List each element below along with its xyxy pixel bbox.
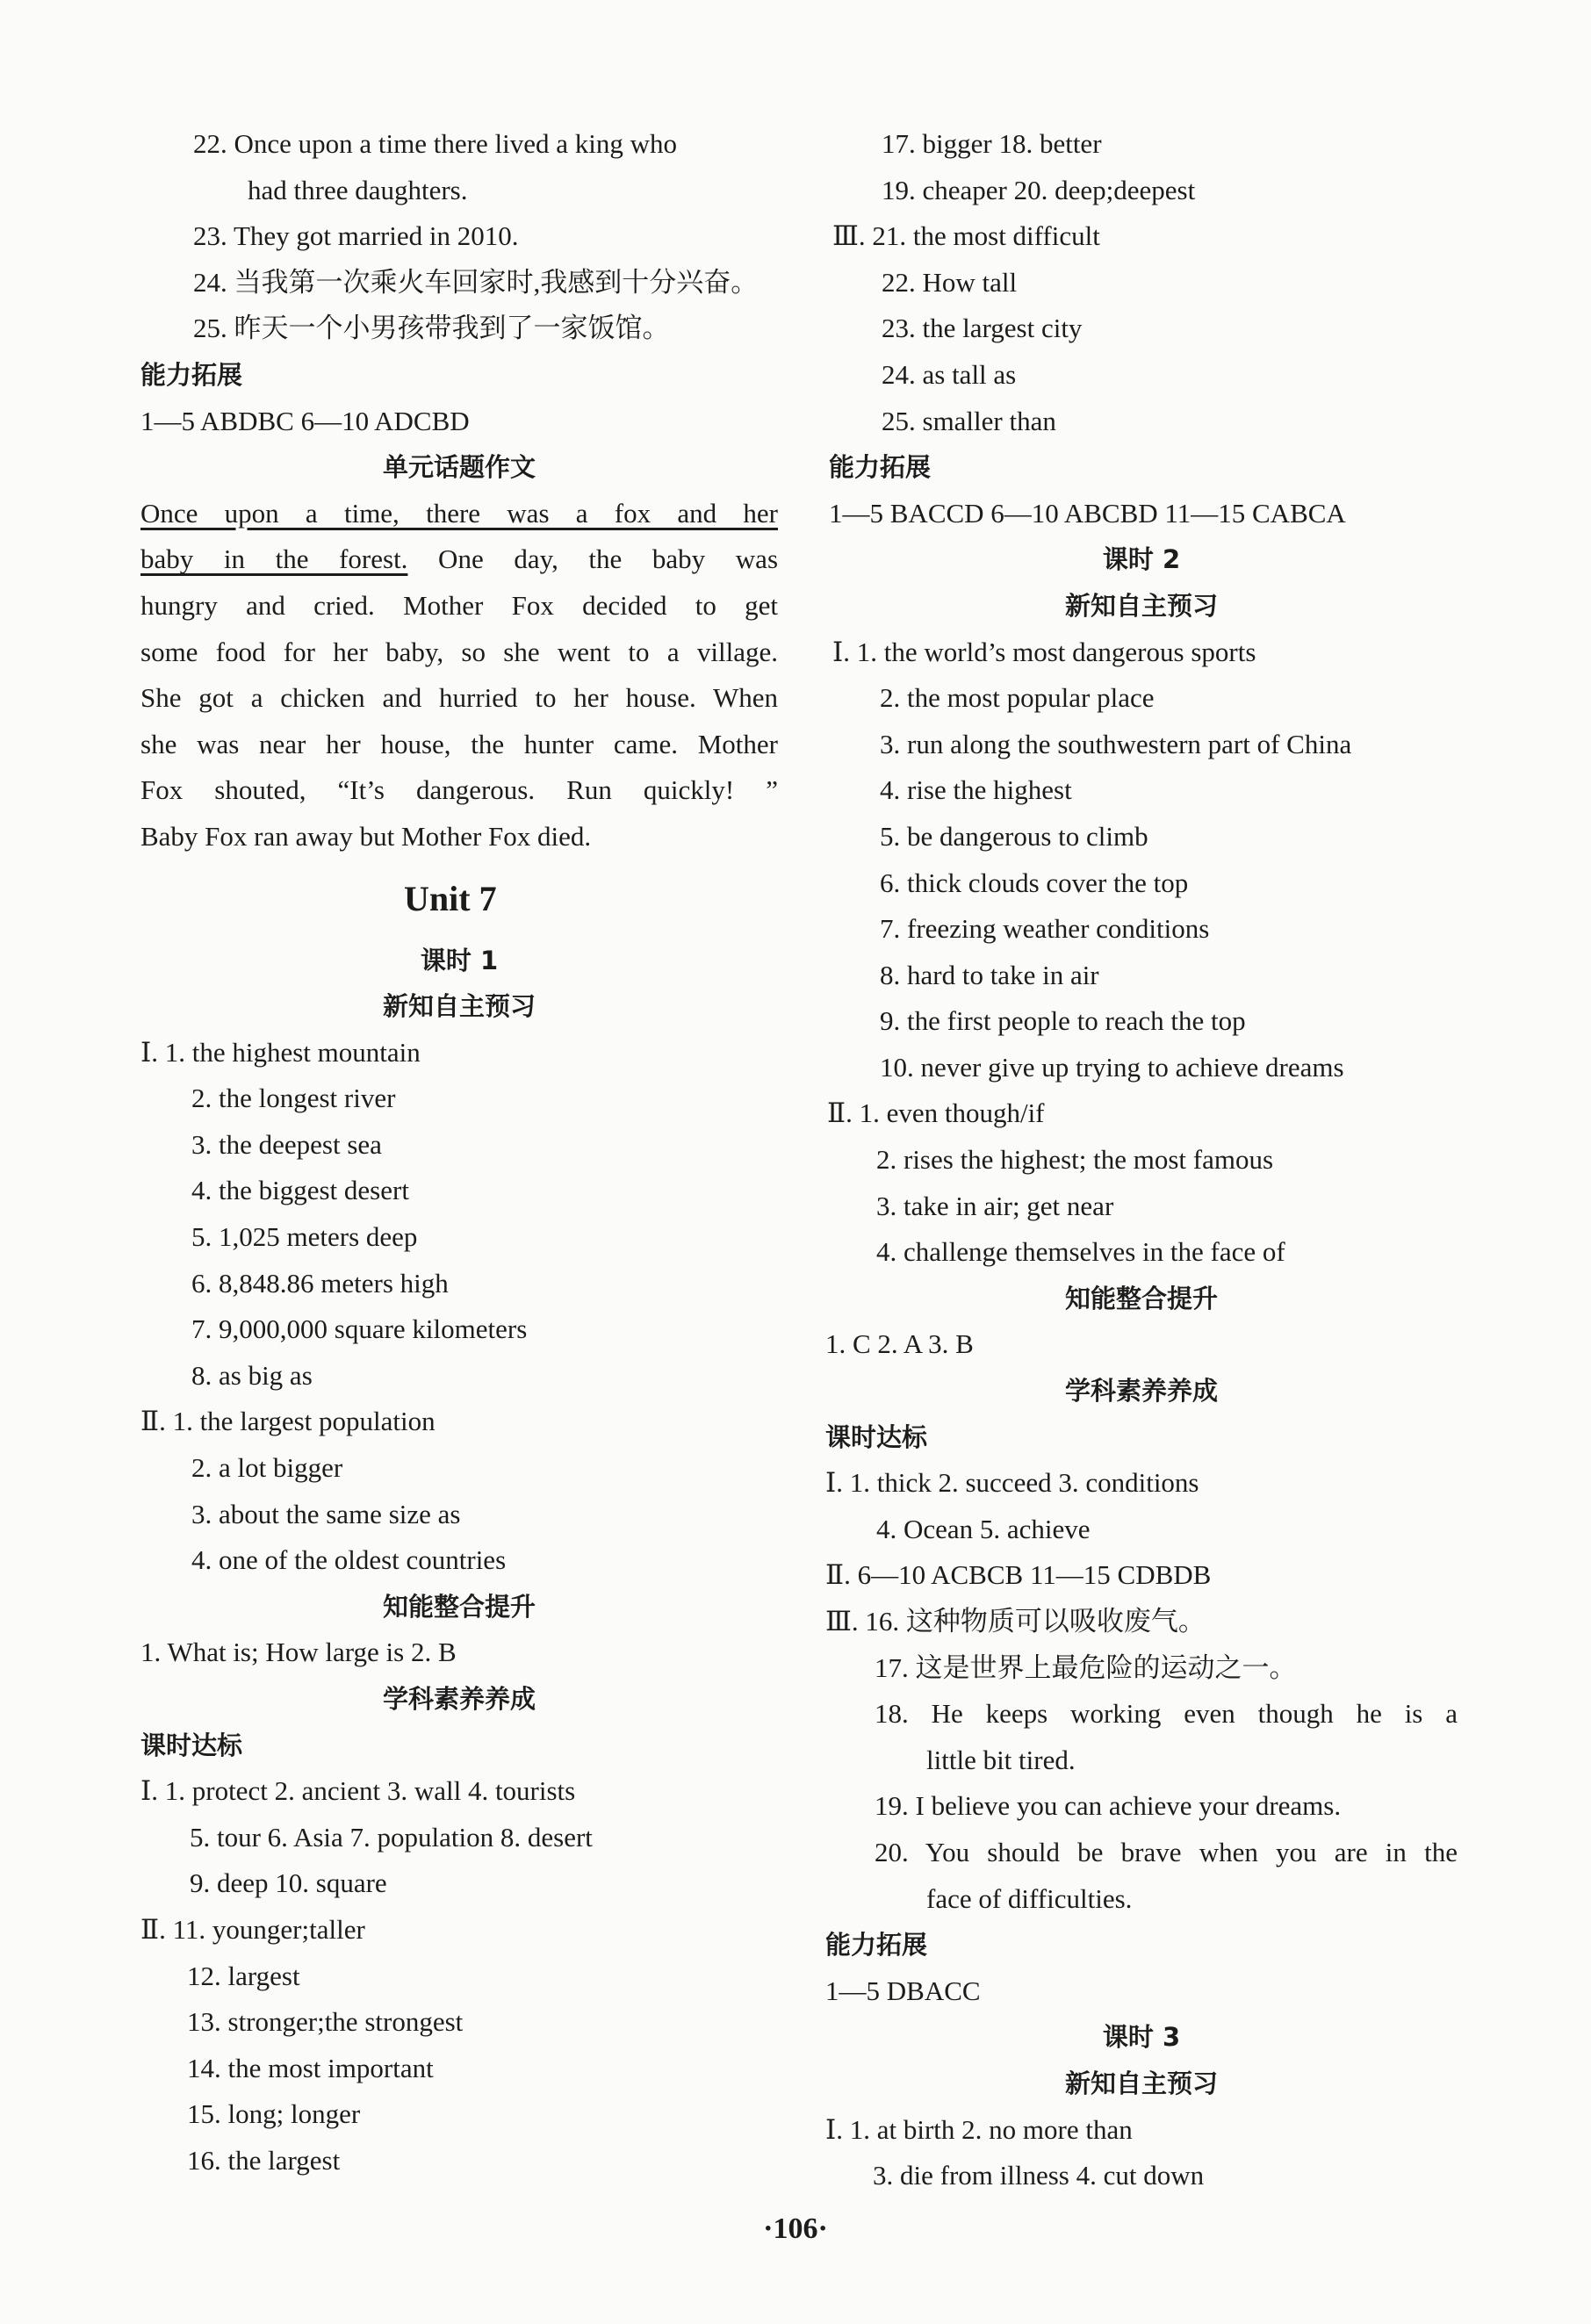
answer-line: 5. tour 6. Asia 7. population 8. desert: [190, 1821, 593, 1853]
answer-line: Ⅰ. 1. thick 2. succeed 3. conditions: [825, 1467, 1199, 1499]
answer-line: Ⅲ. 21. the most difficult: [832, 220, 1100, 252]
answer-line: 25. 昨天一个小男孩带我到了一家饭馆。: [193, 313, 670, 344]
section-heading: 课时达标: [825, 1421, 928, 1452]
text-line: Baby Fox ran away but Mother Fox died.: [140, 820, 592, 852]
answer-line: 5. 1,025 meters deep: [191, 1221, 418, 1253]
answer-line: 14. the most important: [187, 2052, 434, 2083]
answer-line: had three daughters.: [248, 174, 468, 205]
text-line: baby in the forest. One day, the baby was: [140, 543, 779, 575]
text-line: hungry and cried. Mother Fox decided to get: [140, 589, 778, 621]
answer-line: Ⅰ. 1. protect 2. ancient 3. wall 4. tourists: [140, 1775, 576, 1807]
answer-line: 19. I believe you can achieve your dreams.: [875, 1790, 1342, 1822]
answer-line: 4. one of the oldest countries: [191, 1544, 507, 1576]
answer-line: 3. take in air; get near: [876, 1190, 1114, 1221]
answer-line: 17. bigger 18. better: [882, 128, 1102, 159]
answer-line: 2. a lot bigger: [191, 1452, 343, 1484]
answer-line: 7. 9,000,000 square kilometers: [191, 1313, 528, 1345]
answer-line: 12. largest: [187, 1960, 300, 1991]
section-heading: 能力拓展: [829, 452, 932, 483]
answer-line: 22. Once upon a time there lived a king who: [193, 128, 677, 159]
answer-line: 5. be dangerous to climb: [880, 820, 1148, 852]
answer-line: Ⅲ. 16. 这种物质可以吸收废气。: [825, 1606, 1206, 1637]
answer-line: 13. stronger;the strongest: [187, 2006, 464, 2038]
answer-line: 3. about the same size as: [191, 1498, 461, 1529]
text-line: some food for her baby, so she went to a village.: [140, 636, 778, 667]
section-heading: 课时达标: [140, 1730, 243, 1760]
answer-line: 7. freezing weather conditions: [880, 913, 1210, 945]
answer-line: 4. the biggest desert: [191, 1175, 409, 1206]
answer-line: Ⅱ. 1. even though/if: [827, 1097, 1045, 1129]
answer-line: 1. C 2. A 3. B: [825, 1328, 974, 1360]
answer-line: face of difficulties.: [926, 1882, 1133, 1914]
section-heading: 新知自主预习: [382, 991, 536, 1022]
answer-line: 4. challenge themselves in the face of: [876, 1236, 1285, 1268]
answer-line: 24. 当我第一次乘火车回家时,我感到十分兴奋。: [193, 266, 759, 298]
section-heading: 单元话题作文: [382, 452, 536, 483]
right-column: [825, 121, 1458, 2199]
answer-line: 3. the deepest sea: [191, 1128, 382, 1160]
answer-line: 3. die from illness 4. cut down: [873, 2160, 1205, 2191]
answer-line: little bit tired.: [926, 1744, 1076, 1775]
answer-line: 19. cheaper 20. deep;deepest: [882, 174, 1196, 205]
answer-line: 17. 这是世界上最危险的运动之一。: [875, 1651, 1297, 1683]
text-line: 18. He keeps working even though he is a: [875, 1698, 1458, 1730]
answer-line: 4. rise the highest: [880, 774, 1072, 806]
section-heading: 知能整合提升: [382, 1591, 536, 1622]
section-heading: 学科素养养成: [382, 1684, 536, 1714]
section-heading: 知能整合提升: [1064, 1283, 1218, 1313]
answer-line: Ⅱ. 11. younger;taller: [140, 1913, 365, 1945]
section-heading: 课时 1: [420, 945, 499, 975]
answer-line: 8. as big as: [191, 1359, 313, 1391]
answer-line: 16. the largest: [187, 2144, 341, 2176]
text-line: 20. You should be brave when you are in the: [875, 1836, 1458, 1867]
answer-line: 23. the largest city: [882, 313, 1083, 344]
answer-line: 10. never give up trying to achieve dreams: [880, 1051, 1344, 1083]
answer-line: 25. smaller than: [882, 405, 1056, 436]
text-line: Once upon a time, there was a fox and her: [140, 497, 778, 529]
section-heading: 学科素养养成: [1064, 1376, 1218, 1407]
answer-line: Ⅱ. 1. the largest population: [140, 1406, 436, 1437]
answer-line: 2. the most popular place: [880, 682, 1155, 714]
text-line: She got a chicken and hurried to her house. When: [140, 682, 778, 714]
answer-line: Ⅰ. 1. at birth 2. no more than: [825, 2113, 1133, 2145]
answer-line: 8. hard to take in air: [880, 959, 1099, 990]
section-heading: 能力拓展: [140, 359, 243, 390]
answer-line: 1. What is; How large is 2. B: [140, 1637, 457, 1668]
answer-line: Ⅱ. 6—10 ACBCB 11—15 CDBDB: [825, 1559, 1212, 1591]
answer-line: Ⅰ. 1. the world’s most dangerous sports: [832, 636, 1256, 667]
answer-line: 1—5 BACCD 6—10 ABCBD 11—15 CABCA: [829, 497, 1346, 529]
section-heading: 课时 2: [1102, 544, 1181, 575]
page-number: ·106·: [763, 2212, 828, 2245]
answer-line: 1—5 ABDBC 6—10 ADCBD: [140, 405, 470, 436]
section-heading: 新知自主预习: [1064, 2068, 1218, 2098]
answer-line: 1—5 DBACC: [825, 1975, 981, 2006]
unit-title: Unit 7: [404, 878, 497, 918]
answer-line: 4. Ocean 5. achieve: [876, 1513, 1091, 1544]
answer-line: 15. long; longer: [187, 2098, 361, 2130]
answer-line: 2. rises the highest; the most famous: [876, 1144, 1274, 1176]
answer-line: Ⅰ. 1. the highest mountain: [140, 1036, 421, 1068]
left-column: [140, 121, 778, 2184]
answer-line: 6. thick clouds cover the top: [880, 867, 1189, 898]
answer-line: 9. deep 10. square: [190, 1867, 387, 1899]
answer-line: 23. They got married in 2010.: [193, 220, 519, 252]
answer-line: 2. the longest river: [191, 1083, 396, 1114]
answer-line: 3. run along the southwestern part of China: [880, 728, 1352, 759]
answer-line: 9. the first people to reach the top: [880, 1005, 1246, 1037]
text-line: Fox shouted, “It’s dangerous. Run quickly! ”: [140, 774, 778, 806]
section-heading: 新知自主预习: [1064, 590, 1218, 621]
answer-line: 6. 8,848.86 meters high: [191, 1267, 449, 1299]
text-line: she was near her house, the hunter came. Mother: [140, 728, 778, 759]
answer-line: 22. How tall: [882, 266, 1018, 298]
section-heading: 课时 3: [1102, 2022, 1181, 2053]
answer-line: 24. as tall as: [882, 358, 1017, 390]
section-heading: 能力拓展: [825, 1930, 928, 1961]
